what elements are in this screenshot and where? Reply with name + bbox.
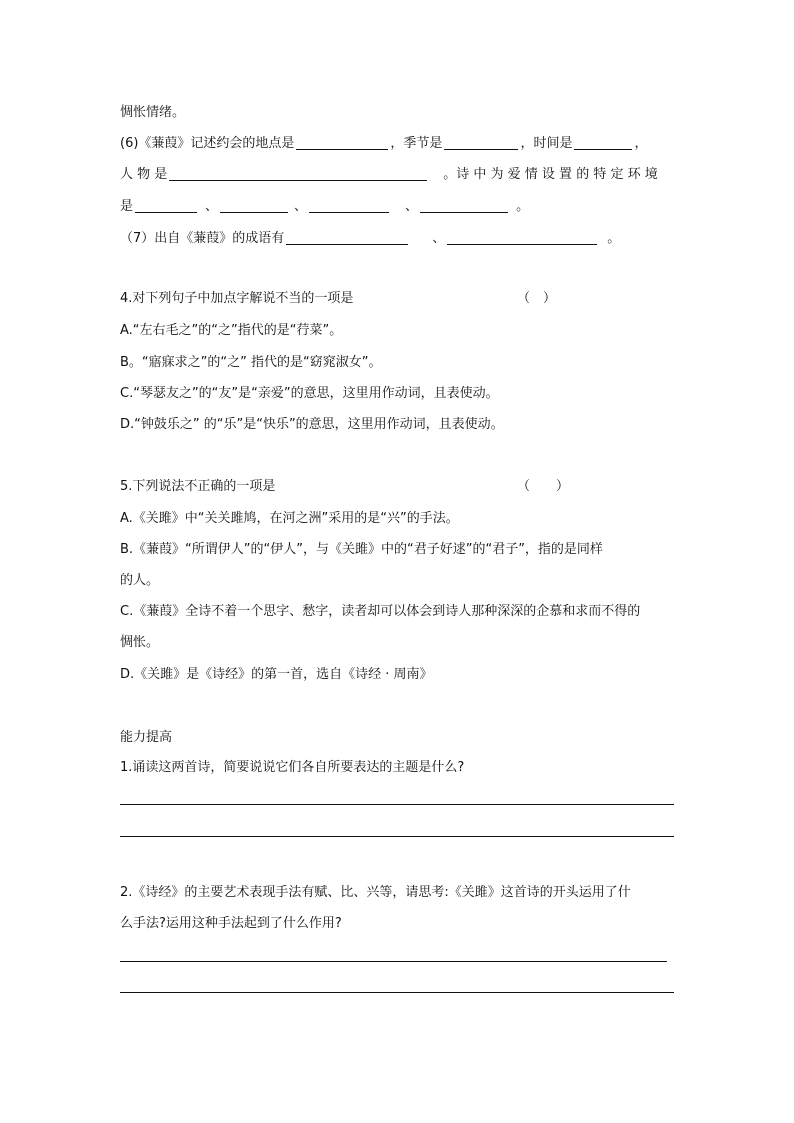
answer-blank-environment-4[interactable] — [420, 198, 508, 213]
answer-line[interactable] — [120, 804, 674, 805]
q4-option-a: A.“左右毛之”的“之”指代的是“荇菜”。 — [120, 323, 343, 338]
q7-text: （7）出自《蒹葭》的成语有 — [120, 231, 285, 246]
separator: 、 — [432, 231, 446, 246]
q4-stem: 4.对下列句子中加点字解说不当的一项是 — [120, 291, 354, 306]
answer-blank-time[interactable] — [574, 135, 632, 150]
ability-question-2: 2.《诗经》的主要艺术表现手法有赋、比、兴等，请思考:《关雎》这首诗的开头运用了什 — [120, 885, 631, 900]
separator: 、 — [205, 199, 219, 214]
answer-line[interactable] — [120, 836, 674, 837]
q4-option-b: B。“寤寐求之”的“之” 指代的是“窈窕淑女”。 — [120, 355, 382, 370]
q6-text: (6)《蒹葭》记述约会的地点是 — [120, 136, 295, 151]
period: 。 — [516, 199, 530, 214]
q6-text: ，时间是 — [520, 136, 573, 151]
continuation-text: 惆怅情绪。 — [120, 105, 186, 120]
q5-answer-paren[interactable]: （ ） — [517, 479, 570, 494]
ability-question-1: 1.诵读这两首诗，简要说说它们各自所要表达的主题是什么? — [120, 760, 465, 775]
q6-text: 人 物 是 — [120, 167, 168, 182]
q5-option-b-cont: 的人。 — [120, 573, 160, 588]
answer-blank-environment-1[interactable] — [135, 198, 197, 213]
q5-option-c-cont: 惆怅。 — [120, 635, 160, 650]
period: 。 — [607, 231, 621, 246]
q5-option-a: A.《关雎》中“关关雎鸠，在河之洲”采用的是“兴”的手法。 — [120, 511, 459, 526]
ability-question-2-cont: 么手法?运用这种手法起到了什么作用? — [120, 916, 342, 931]
answer-line[interactable] — [120, 992, 674, 993]
answer-blank-idiom-2[interactable] — [447, 230, 597, 245]
q6-line-3 — [120, 198, 529, 216]
q5-option-b: B.《蒹葭》“所谓伊人”的“伊人”，与《关雎》中的“君子好逑”的“君子”，指的是同样 — [120, 542, 603, 557]
separator: 、 — [294, 199, 308, 214]
separator: 、 — [405, 199, 419, 214]
answer-blank-season[interactable] — [444, 135, 518, 150]
q6-text: ， — [634, 136, 648, 151]
answer-blank-idiom-1[interactable] — [286, 230, 408, 245]
q6-text: 。诗 中 为 爱 情 设 置 的 特 定 环 境 — [443, 167, 658, 182]
q4-option-d: D.“钟鼓乐之” 的“乐”是“快乐”的意思，这里用作动词，且表使动。 — [120, 417, 504, 432]
q5-option-d: D.《关雎》是《诗经》的第一首，选自《诗经 · 周南》 — [120, 667, 433, 682]
q6-line-2 — [120, 166, 658, 184]
answer-blank-environment-2[interactable] — [220, 198, 288, 213]
text-line — [120, 104, 185, 122]
answer-blank-person[interactable] — [169, 166, 427, 181]
section-heading: 能力提高 — [120, 730, 173, 745]
answer-line[interactable] — [120, 961, 667, 962]
q4-option-c: C.“琴瑟友之”的“友”是“亲爱”的意思，这里用作动词，且表使动。 — [120, 386, 499, 401]
q6-text: 是 — [120, 199, 134, 214]
q4-answer-paren[interactable]: （ ） — [517, 291, 557, 306]
q5-stem: 5.下列说法不正确的一项是 — [120, 479, 276, 494]
q5-option-c: C.《蒹葭》全诗不着一个思字、愁字，读者却可以体会到诗人那种深深的企慕和求而不得的 — [120, 604, 641, 619]
answer-blank-location[interactable] — [296, 135, 388, 150]
q6-line-1 — [120, 135, 647, 153]
q6-text: ，季节是 — [390, 136, 443, 151]
answer-blank-environment-3[interactable] — [309, 198, 389, 213]
q7-line — [120, 230, 620, 248]
